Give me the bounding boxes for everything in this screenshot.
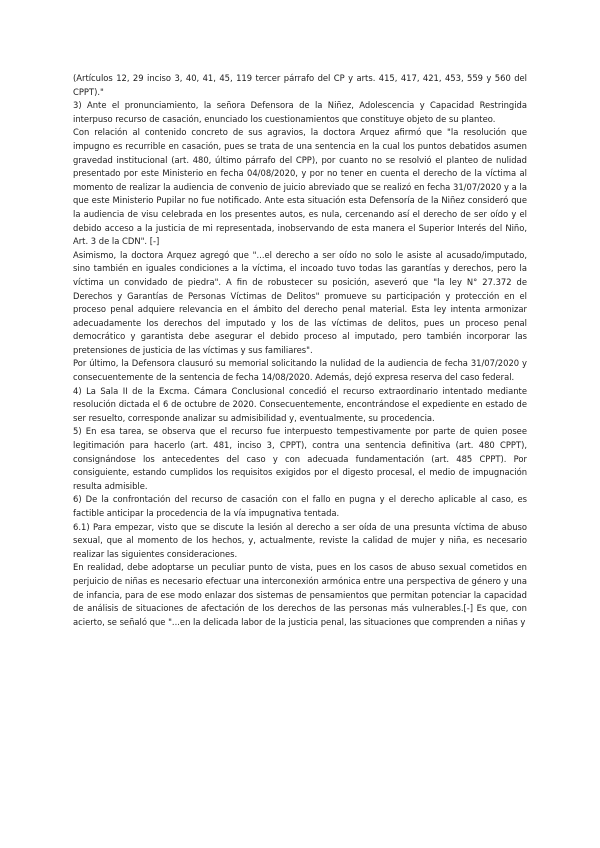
paragraph-3-cassation-appeal: 3) Ante el pronunciamiento, la señora Defensora de la Niñez, Adolescencia y Capacidad Restringida interpuso recurso de casación, enunciado los cuestionamientos que constituye objeto de su planteo. <box>73 100 527 124</box>
paragraph-cited-articles: (Artículos 12, 29 inciso 3, 40, 41, 45, 119 tercer párrafo del CP y arts. 415, 417, 421, 453, 559 y 560 del CPPT)." <box>73 73 527 97</box>
paragraph-5-admissibility: 5) En esa tarea, se observa que el recurso fue interpuesto tempestivamente por parte de quien posee legitimación para hacerlo (art. 481, inciso 3, CPPT), contra una sentencia definitiva (art. 480 CPPT), consignándose los antecedentes del caso y con adecuada fundamentación (art. 485 CPPT). Por consiguiente, estando cumplidos los requisitos exigidos por el digesto procesal, el medio de impugnación resulta admisible. <box>73 426 527 491</box>
paragraph-arquez-grievances: Con relación al contenido concreto de sus agravios, la doctora Arquez afirmó que "la resolución que impugno es recurrible en casación, pues se trata de una sentencia en la cual los puntos debatidos asumen gravedad institucional (art. 480, último párrafo del CPP), por cuanto no se resolvió el planteo de nulidad presentado por este Ministerio en fecha 04/08/2020, y por no tener en cuenta el derecho de la víctima al momento de realizar la audiencia de convenio de juicio abreviado que se realizó en fecha 31/07/2020 y a la que este Ministerio Pupilar no fue notificado. Ante esta situación esta Defensoría de la Niñez consideró que la audiencia de visu celebrada en los presentes autos, es nula, cercenando así el derecho de ser oído y el debido acceso a la justicia de mi representada, inobservando de esta manera el Superior Interés del Niño, Art. 3 de la CDN". [-] <box>73 127 527 247</box>
paragraph-4-sala-ii: 4) La Sala II de la Excma. Cámara Conclusional concedió el recurso extraordinario intentado mediante resolución dictada el 6 de octubre de 2020. Consecuentemente, encontrándose el expediente en estado de ser resuelto, corresponde analizar su admisibilidad y, eventualmente, su procedencia. <box>73 385 527 423</box>
paragraph-arquez-addition: Asimismo, la doctora Arquez agregó que "...el derecho a ser oído no solo le asiste al acusado/imputado, sino también en iguales condiciones a la víctima, el incoado tuvo todas las garantías y derechos, pero la víctima un convidado de piedra". A fin de robustecer su posición, aseveró que "la ley N° 27.372 de Derechos y Garantías de Personas Víctimas de Delitos" promueve su participación y protección en el proceso penal adquiere relevancia en el ámbito del derecho penal material. Esta ley intenta armonizar adecuadamente los derechos del imputado y los de las víctimas de delitos, pues un proceso penal democrático y garantista debe asegurar el debido proceso al imputado, pero también incorporar las pretensiones de justicia de las víctimas y sus familiares". <box>73 249 527 355</box>
paragraph-6-merits: 6) De la confrontación del recurso de casación con el fallo en pugna y el derecho aplicable al caso, es factible anticipar la procedencia de la vía impugnativa tentada. <box>73 494 527 518</box>
paragraph-6-1-considerations: 6.1) Para empezar, visto que se discute la lesión al derecho a ser oída de una presunta víctima de abuso sexual, que al momento de los hechos, y, actualmente, reviste la calidad de mujer y niña, es necesario realizar las siguientes consideraciones. <box>73 521 527 559</box>
document-body <box>73 72 527 629</box>
paragraph-defensora-conclusion: Por último, la Defensora clausuró su memorial solicitando la nulidad de la audiencia de fecha 31/07/2020 y consecuentemente de la sentencia de fecha 14/08/2020. Además, dejó expresa reserva del caso federal. <box>73 358 527 383</box>
paragraph-gender-childhood-perspective: En realidad, debe adoptarse un peculiar punto de vista, pues en los casos de abuso sexual cometidos en perjuicio de niñas es necesario efectuar una interconexión armónica entre una perspectiva de género y una de infancia, para de ese modo enlazar dos sistemas de pensamientos que permitan potenciar la capacidad de análisis de situaciones de afectación de los derechos de las personas más vulnerables.[-] Es que, con acierto, se señaló que "...en la delicada labor de la justicia penal, las situaciones que comprenden a niñas y <box>73 562 527 627</box>
